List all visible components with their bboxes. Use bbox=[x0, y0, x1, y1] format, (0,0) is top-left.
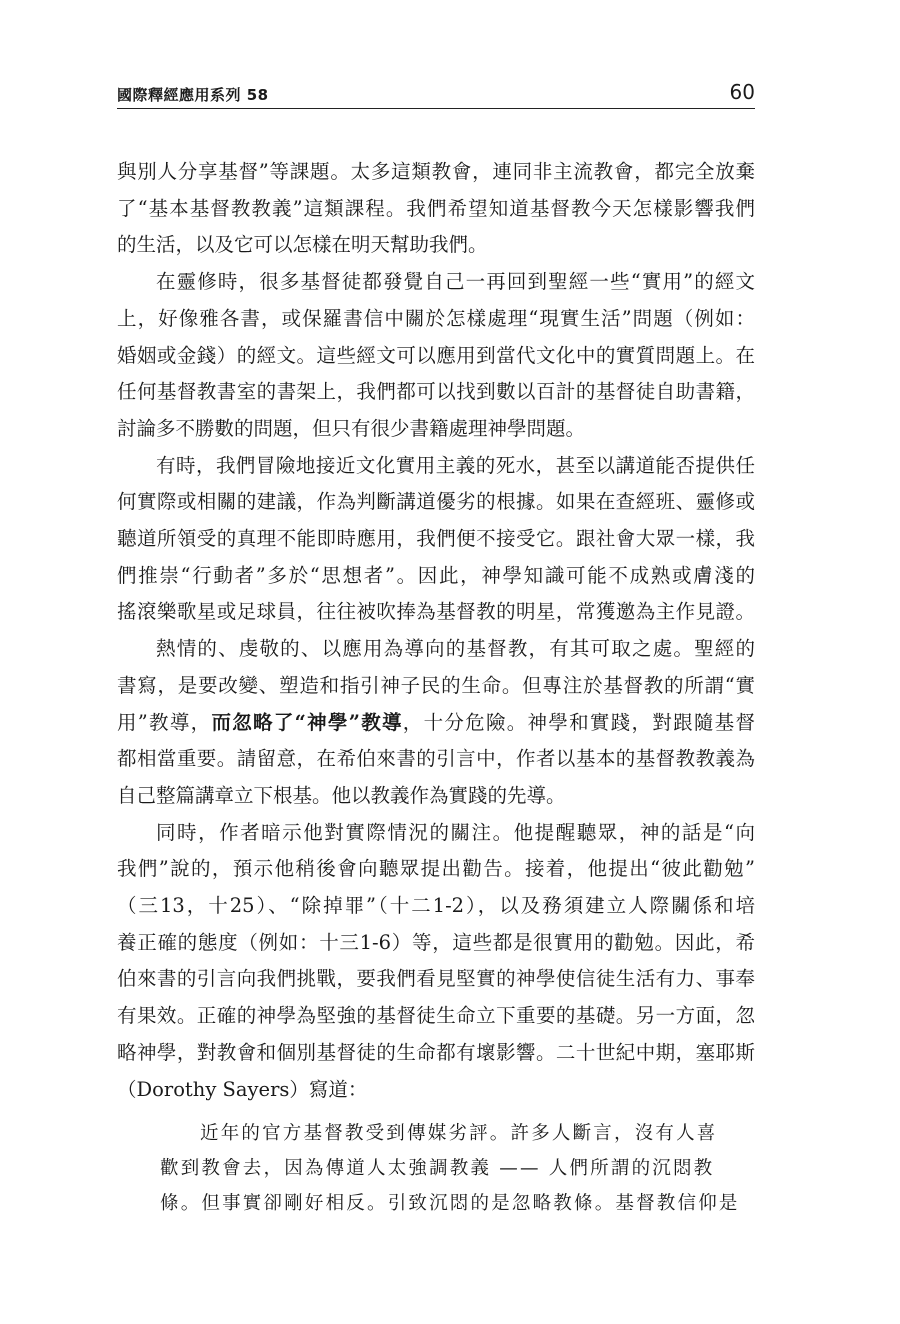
paragraph-5 bbox=[117, 815, 755, 1109]
quote-line: 近年的官方基督教受到傳媒劣評。許多人斷言，沒有人喜 bbox=[200, 1123, 718, 1144]
text-line: 與別人分享基督”等課題。太多這類教會，連同非主流教會，都完全放棄 bbox=[117, 160, 755, 183]
text-line: 書寫，是要改變、塑造和指引神子民的生命。但專注於基督教的所謂“實 bbox=[117, 673, 755, 697]
body-text bbox=[117, 154, 755, 1108]
text-line: 上，好像雅各書，或保羅書信中關於怎樣處理“現實生活”問題（例如： bbox=[117, 306, 755, 330]
text-line: 了“基本基督教教義”這類課程。我們希望知道基督教今天怎樣影響我們 bbox=[117, 196, 755, 220]
text-line: 熱情的、虔敬的、以應用為導向的基督教，有其可取之處。聖經的 bbox=[156, 637, 755, 661]
text-line: 都相當重要。請留意，在希伯來書的引言中，作者以基本的基督教教義為 bbox=[117, 747, 755, 771]
page-number: 60 bbox=[729, 80, 755, 104]
text-line: 何實際或相關的建議，作為判斷講道優劣的根據。如果在查經班、靈修或 bbox=[117, 490, 755, 514]
text-line: 我們”說的，預示他稍後會向聽眾提出勸告。接着，他提出“彼此勸勉” bbox=[117, 857, 755, 881]
header-divider bbox=[117, 108, 755, 109]
text-line: （三13，十25）、“除掉罪”（十二1-2），以及務須建立人際關係和培 bbox=[117, 894, 755, 918]
text-line: 聽道所領受的真理不能即時應用，我們便不接受它。跟社會大眾一樣，我 bbox=[117, 527, 755, 551]
block-quote bbox=[160, 1116, 740, 1221]
text-line-with-emphasis bbox=[117, 705, 755, 742]
text-line: 同時，作者暗示他對實際情況的關注。他提醒聽眾，神的話是“向 bbox=[156, 820, 755, 844]
text-line: 搖滾樂歌星或足球員，往往被吹捧為基督教的明星，常獲邀為主作見證。 bbox=[117, 600, 755, 624]
text-line: 們推崇“行動者”多於“思想者”。因此，神學知識可能不成熟或膚淺的 bbox=[117, 563, 755, 587]
text-line: （Dorothy Sayers）寫道： bbox=[117, 1077, 368, 1101]
text-line: 養正確的態度（例如：十三1-6）等，這些都是很實用的勸勉。因此，希 bbox=[117, 930, 755, 954]
text-line: 略神學，對教會和個別基督徒的生命都有壞影響。二十世紀中期，塞耶斯 bbox=[117, 1040, 755, 1064]
quote-line: 歡到教會去，因為傳道人太強調教義 —— 人們所謂的沉悶教 bbox=[160, 1158, 715, 1179]
text-line: 任何基督教書室的書架上，我們都可以找到數以百計的基督徒自助書籍， bbox=[117, 380, 755, 404]
text-line: 自己整篇講章立下根基。他以教義作為實踐的先導。 bbox=[117, 783, 566, 807]
text-run: ，十分危險。神學和實踐，對跟隨基督 bbox=[402, 710, 755, 734]
series-title: 國際釋經應用系列 58 bbox=[117, 86, 269, 104]
paragraph-3 bbox=[117, 448, 755, 632]
text-line: 伯來書的引言向我們挑戰，要我們看見堅實的神學使信徒生活有力、事奉 bbox=[117, 967, 755, 991]
emphasis-text: 而忽略了“神學”教導 bbox=[211, 710, 403, 734]
text-line: 在靈修時，很多基督徒都發覺自己一再回到聖經一些“實用”的經文 bbox=[156, 270, 755, 294]
paragraph-4 bbox=[117, 631, 755, 815]
running-header bbox=[117, 80, 755, 110]
text-run: 用”教導， bbox=[117, 710, 212, 734]
paragraph-1 bbox=[117, 154, 755, 264]
text-line: 討論多不勝數的問題，但只有很少書籍處理神學問題。 bbox=[117, 416, 586, 440]
text-line: 有時，我們冒險地接近文化實用主義的死水，甚至以講道能否提供任 bbox=[156, 453, 755, 477]
quote-line: 條。但事實卻剛好相反。引致沉悶的是忽略教條。基督教信仰是 bbox=[160, 1193, 740, 1214]
text-line: 的生活，以及它可以怎樣在明天幫助我們。 bbox=[117, 233, 488, 257]
text-line: 有果效。正確的神學為堅強的基督徒生命立下重要的基礎。另一方面，忽 bbox=[117, 1004, 755, 1028]
paragraph-2 bbox=[117, 264, 755, 448]
text-line: 婚姻或金錢）的經文。這些經文可以應用到當代文化中的實質問題上。在 bbox=[117, 343, 755, 367]
